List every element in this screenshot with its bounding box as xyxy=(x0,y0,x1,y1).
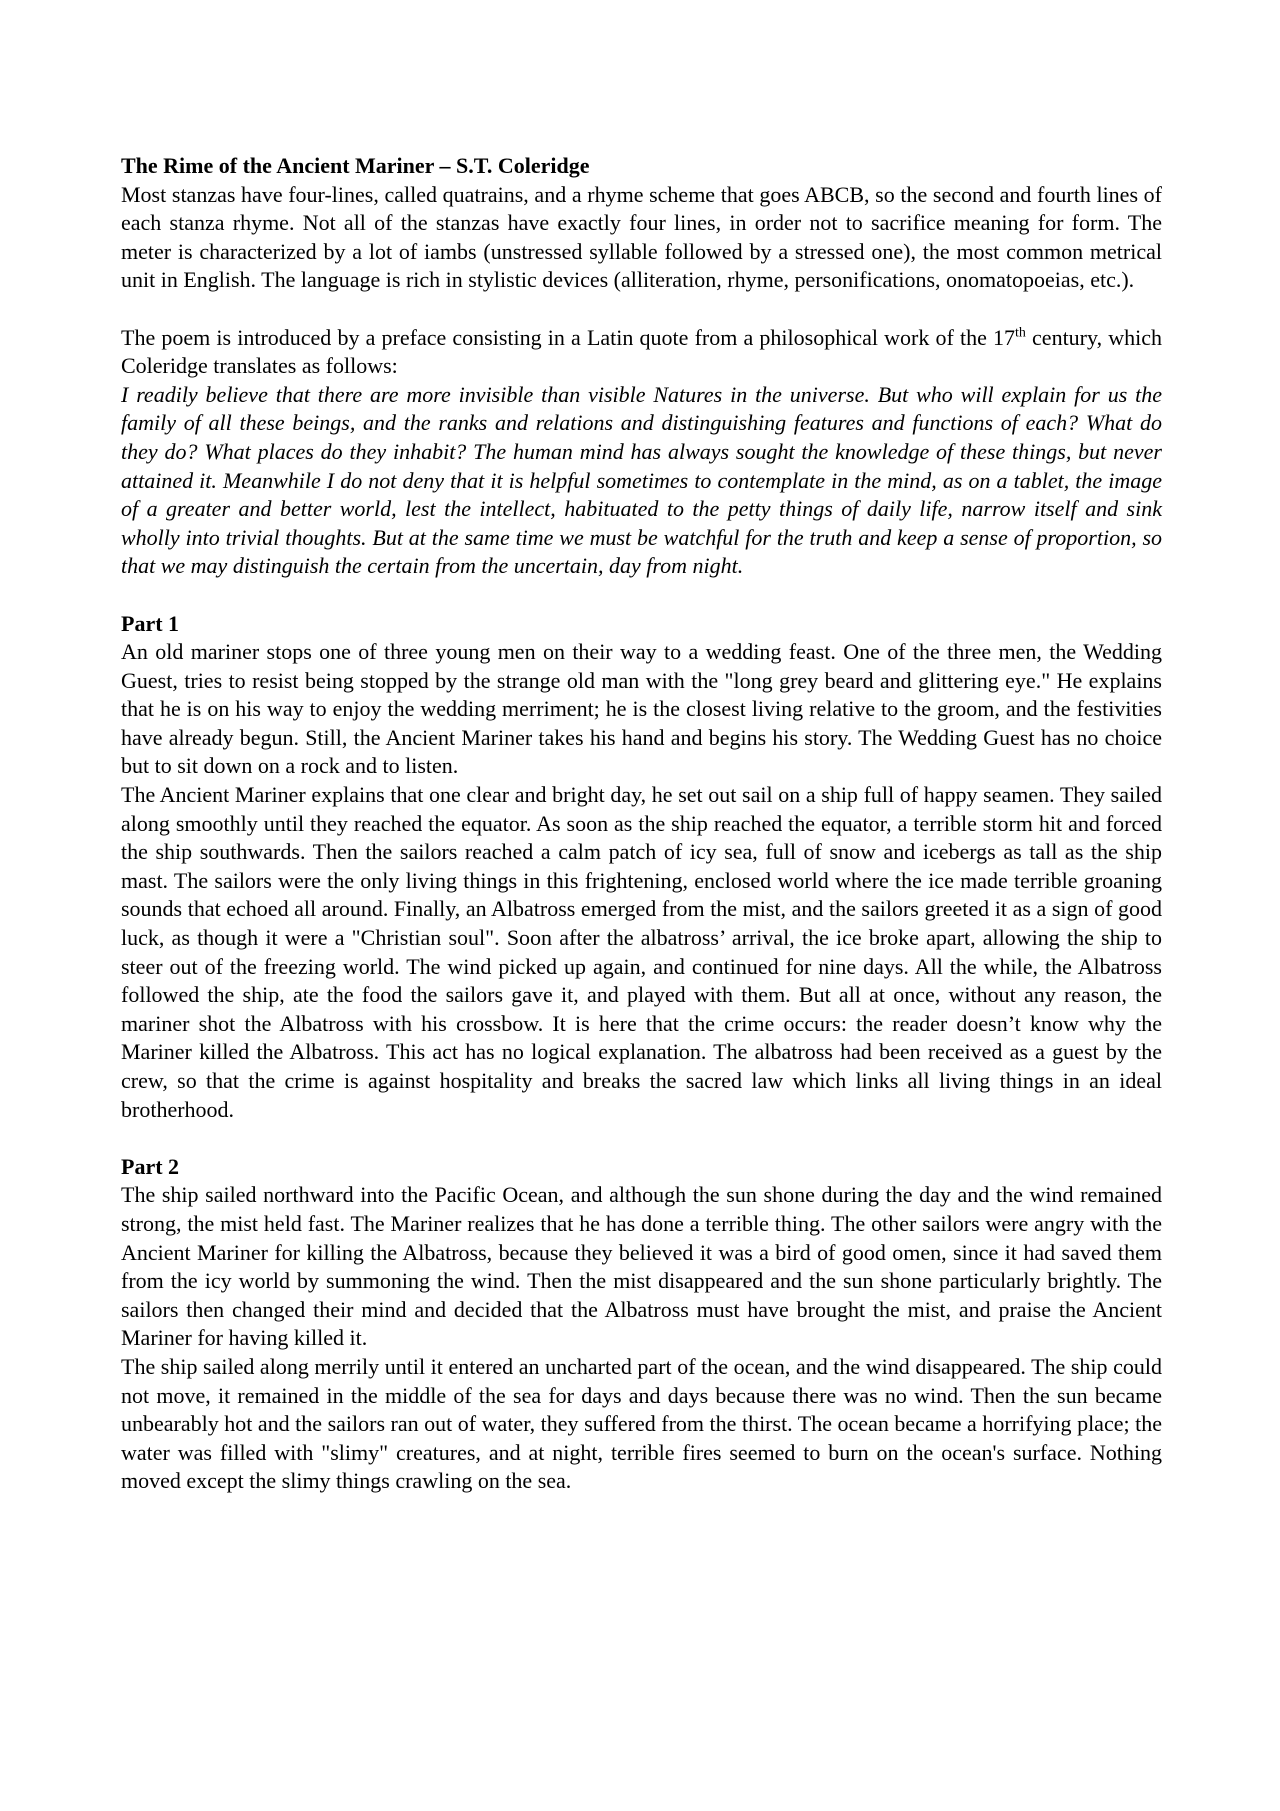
part-2-paragraph: The ship sailed along merrily until it entered an uncharted part of the ocean, and the wind disappeared. The ship could not move, it remained in the middle of the sea for days and days because there was no wind. Then the sun became unbearably hot and the sailors ran out of water, they suffered from the thirst. The ocean became a horrifying place; the water was filled with "slimy" creatures, and at night, terrible fires seemed to burn on the ocean's surface. Nothing moved except the slimy things crawling on the sea. xyxy=(121,1353,1162,1494)
part-2-paragraph: The ship sailed northward into the Pacific Ocean, and although the sun shone during the day and the wind remained strong, the mist held fast. The Mariner realizes that he has done a terrible thing. The other sailors were angry with the Ancient Mariner for killing the Albatross, because they believed it was a bird of good omen, since it had saved them from the icy world by summoning the wind. Then the mist disappeared and the sun shone particularly brightly. The sailors then changed their mind and decided that the Albatross must have brought the mist, and praise the Ancient Mariner for having killed it. xyxy=(121,1182,1162,1351)
preface-text: The poem is introduced by a preface consisting in a Latin quote from a philosophical work of the 17 xyxy=(121,324,1015,350)
preface-paragraph xyxy=(121,324,1162,381)
part-1-paragraph: The Ancient Mariner explains that one clear and bright day, he set out sail on a ship full of happy seamen. They sailed along smoothly until they reached the equator. As soon as the ship reached the equator, a terrible storm hit and forced the ship southwards. Then the sailors reached a calm patch of icy sea, full of snow and icebergs as tall as the ship mast. The sailors were the only living things in this frightening, enclosed world where the ice made terrible groaning sounds that echoed all around. Finally, an Albatross emerged from the mist, and the sailors greeted it as a sign of good luck, as though it were a "Christian soul". Soon after the albatross’ arrival, the ice broke apart, allowing the ship to steer out of the freezing world. The wind picked up again, and continued for nine days. All the while, the Albatross followed the ship, ate the food the sailors gave it, and played with them. But all at once, without any reason, the mariner shot the Albatross with his crossbow. It is here that the crime occurs: the reader doesn’t know why the Mariner killed the Albatross. This act has no logical explanation. The albatross had been received as a guest by the crew, so that the crime is against hospitality and breaks the sacred law which links all living things in an ideal brotherhood. xyxy=(121,782,1162,1122)
paragraph-spacer xyxy=(121,295,1162,324)
latin-quote-translation: I readily believe that there are more invisible than visible Natures in the universe. But who will explain for us the family of all these beings, and the ranks and relations and distinguishing features and functions of each? What do they do? What places do they inhabit? The human mind has always sought the knowledge of these things, but never attained it. Meanwhile I do not deny that it is helpful sometimes to contemplate in the mind, as on a tablet, the image of a greater and better world, lest the intellect, habituated to the petty things of daily life, narrow itself and sink wholly into trivial thoughts. But at the same time we must be watchful for the truth and keep a sense of proportion, so that we may distinguish the certain from the uncertain, day from night. xyxy=(121,381,1162,579)
part-1-heading: Part 1 xyxy=(121,610,180,636)
part-2-heading: Part 2 xyxy=(121,1153,180,1179)
document-title: The Rime of the Ancient Mariner – S.T. Coleridge xyxy=(121,153,590,178)
paragraph-spacer xyxy=(121,1124,1162,1153)
part-1-paragraph: An old mariner stops one of three young men on their way to a wedding feast. One of the three men, the Wedding Guest, tries to resist being stopped by the strange old man with the "long grey beard and glittering eye." He explains that he is on his way to enjoy the wedding merriment; he is the closest living relative to the groom, and the festivities have already begun. Still, the Ancient Mariner takes his hand and begins his story. The Wedding Guest has no choice but to sit down on a rock and to listen. xyxy=(121,639,1162,779)
paragraph-spacer xyxy=(121,581,1162,610)
document-page xyxy=(121,152,1162,1496)
preface-text-continued: century, which Coleridge translates as follows: xyxy=(121,324,1163,379)
ordinal-suffix: th xyxy=(1015,325,1026,341)
intro-paragraph: Most stanzas have four-lines, called quatrains, and a rhyme scheme that goes ABCB, so the second and fourth lines of each stanza rhyme. Not all of the stanzas have exactly four lines, in order not to sacrifice meaning for form. The meter is characterized by a lot of iambs (unstressed syllable followed by a stressed one), the most common metrical unit in English. The language is rich in stylistic devices (alliteration, rhyme, personifications, onomatopoeias, etc.). xyxy=(121,181,1162,293)
